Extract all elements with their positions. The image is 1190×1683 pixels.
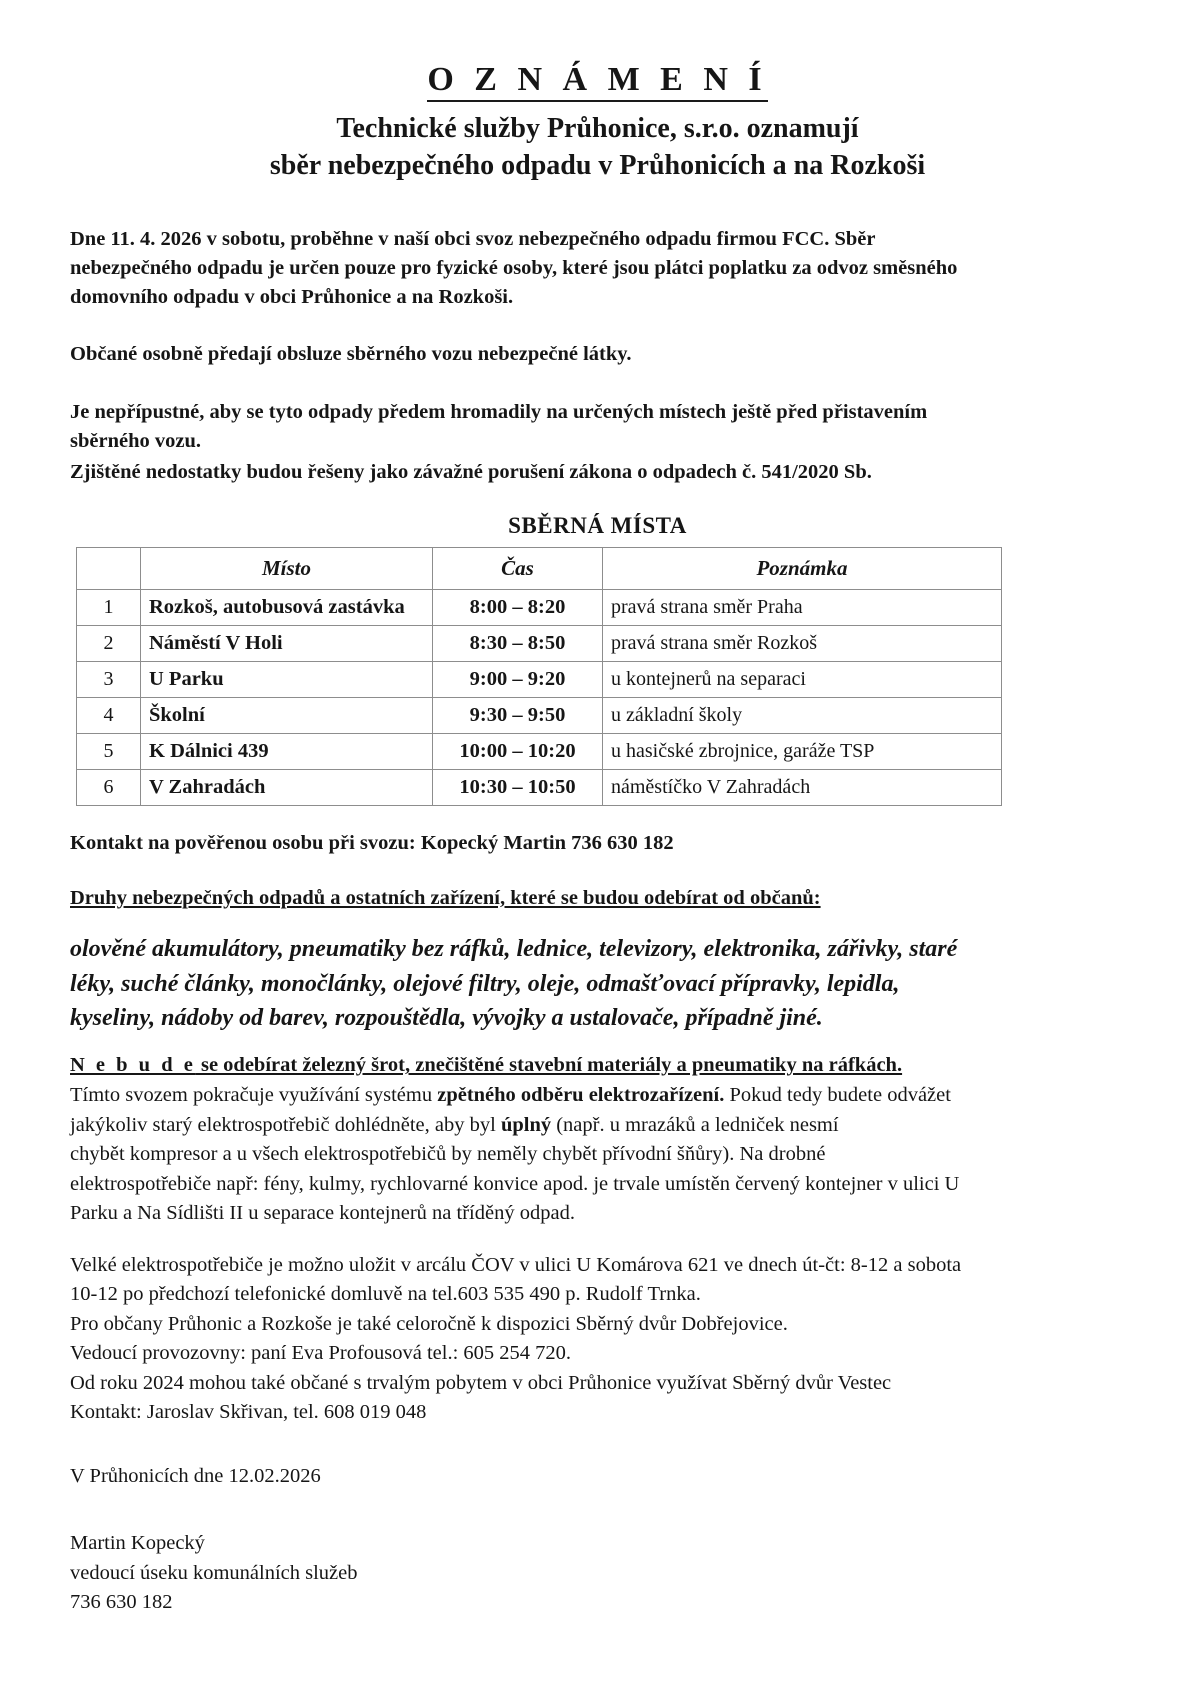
large-line-1: Velké elektrospotřebiče je možno uložit v arcálu ČOV v ulici U Komárova 621 ve dnech út-čt: 8-12 a sobota bbox=[70, 1253, 962, 1276]
excluded-rest: se odebírat železný šrot, znečištěné stavební materiály a pneumatiky na ráfkách. bbox=[195, 1054, 903, 1077]
cell-note: pravá strana směr Rozkoš bbox=[603, 625, 1002, 661]
table-header-row bbox=[77, 547, 1002, 589]
large-line-6: Kontakt: Jaroslav Skřivan, tel. 608 019 048 bbox=[70, 1401, 427, 1424]
large-appliances-paragraph bbox=[70, 1251, 1125, 1428]
electro-line-4: elektrospotřebiče např: fény, kulmy, rychlovarné konvice apod. je trvale umístěn červený kontejner v ulici U bbox=[70, 1172, 960, 1195]
cell-note: náměstíčko V Zahradách bbox=[603, 769, 1002, 805]
table-caption: SBĚRNÁ MÍSTA bbox=[508, 512, 687, 538]
electro-line-1c: Pokud tedy budete odvážet bbox=[724, 1084, 951, 1107]
electro-line-1 bbox=[70, 1081, 1125, 1111]
document-content bbox=[70, 60, 1125, 1618]
cell-number: 5 bbox=[77, 733, 141, 769]
notice-prohibited-line-2: sběrného vozu. bbox=[70, 429, 201, 452]
intro-paragraph bbox=[70, 225, 1125, 312]
large-line-4: Vedoucí provozovny: paní Eva Profousová tel.: 605 254 720. bbox=[70, 1342, 572, 1365]
cell-time: 9:30 – 9:50 bbox=[433, 697, 603, 733]
place-and-date: V Průhonicích dne 12.02.2026 bbox=[70, 1464, 321, 1487]
cell-note: u základní školy bbox=[603, 697, 1002, 733]
notice-prohibited bbox=[70, 398, 1125, 456]
table-row bbox=[77, 697, 1002, 733]
table-head bbox=[77, 547, 1002, 589]
cell-number: 3 bbox=[77, 661, 141, 697]
cell-note: u kontejnerů na separaci bbox=[603, 661, 1002, 697]
cell-place: Náměstí V Holi bbox=[141, 625, 433, 661]
table-row bbox=[77, 733, 1002, 769]
electro-line-2c: (např. u mrazáků a ledniček nesmí bbox=[551, 1113, 839, 1136]
table-row bbox=[77, 589, 1002, 625]
cell-place: U Parku bbox=[141, 661, 433, 697]
cell-time: 8:00 – 8:20 bbox=[433, 589, 603, 625]
waste-types-heading: Druhy nebezpečných odpadů a ostatních zařízení, které se budou odebírat od občanů: bbox=[70, 886, 821, 909]
cell-note: pravá strana směr Praha bbox=[603, 589, 1002, 625]
electro-line-3: chybět kompresor a u všech elektrospotřebičů by neměly chybět přívodní šňůry). Na drobné bbox=[70, 1143, 826, 1166]
electro-paragraph bbox=[70, 1081, 1125, 1229]
waste-line-2: léky, suché články, monočlánky, olejové filtry, oleje, odmašťovací přípravky, lepidla, bbox=[70, 970, 900, 997]
document-title-text: O Z N Á M E N Í bbox=[427, 61, 767, 102]
waste-types-list bbox=[70, 932, 1125, 1036]
notice-prohibited-line-1: Je nepřípustné, aby se tyto odpady předem hromadily na určených místech ještě před přistavením bbox=[70, 400, 928, 423]
waste-line-1: olověné akumulátory, pneumatiky bez ráfků, lednice, televizory, elektronika, zářivky, staré bbox=[70, 935, 958, 962]
table-body bbox=[77, 589, 1002, 805]
intro-line-1: Dne 11. 4. 2026 v sobotu, proběhne v naší obci svoz nebezpečného odpadu firmou FCC. Sběr bbox=[70, 228, 876, 251]
cell-number: 2 bbox=[77, 625, 141, 661]
large-line-3: Pro občany Průhonic a Rozkoše je také celoročně k dispozici Sběrný dvůr Dobřejovice. bbox=[70, 1312, 788, 1335]
cell-time: 10:00 – 10:20 bbox=[433, 733, 603, 769]
electro-line-5: Parku a Na Sídlišti II u separace kontejnerů na tříděný odpad. bbox=[70, 1202, 575, 1225]
table-row bbox=[77, 625, 1002, 661]
notice-handover-line: Občané osobně předají obsluze sběrného vozu nebezpečné látky. bbox=[70, 343, 632, 366]
intro-line-2: nebezpečného odpadu je určen pouze pro fyzické osoby, které jsou plátci poplatku za odvoz směsného bbox=[70, 257, 958, 280]
cell-time: 9:00 – 9:20 bbox=[433, 661, 603, 697]
cell-number: 4 bbox=[77, 697, 141, 733]
document-title bbox=[70, 60, 1125, 99]
cell-note: u hasičské zbrojnice, garáže TSP bbox=[603, 733, 1002, 769]
collection-points-table bbox=[76, 547, 1002, 806]
document-subtitle-company: Technické služby Průhonice, s.r.o. oznamují bbox=[336, 113, 859, 145]
intro-line-3: domovního odpadu v obci Průhonice a na Rozkoši. bbox=[70, 286, 514, 309]
column-header-place: Místo bbox=[141, 547, 433, 589]
electro-line-1a: Tímto svozem pokračuje využívání systému bbox=[70, 1084, 438, 1107]
notice-violation-line: Zjištěné nedostatky budou řešeny jako závažné porušení zákona o odpadech č. 541/2020 Sb. bbox=[70, 460, 872, 483]
column-header-time: Čas bbox=[433, 547, 603, 589]
notice-violation bbox=[70, 458, 1125, 487]
cell-number: 6 bbox=[77, 769, 141, 805]
contact-person-line: Kontakt na pověřenou osobu při svozu: Kopecký Martin 736 630 182 bbox=[70, 831, 674, 854]
signature-name: Martin Kopecký bbox=[70, 1532, 205, 1555]
column-header-number bbox=[77, 547, 141, 589]
large-line-5: Od roku 2024 mohou také občané s trvalým pobytem v obci Průhonice využívat Sběrný dvůr Vestec bbox=[70, 1371, 892, 1394]
cell-place: Rozkoš, autobusová zastávka bbox=[141, 589, 433, 625]
electro-line-1b: zpětného odběru elektrozařízení. bbox=[437, 1084, 725, 1107]
cell-number: 1 bbox=[77, 589, 141, 625]
electro-line-2 bbox=[70, 1111, 1125, 1141]
signature-block bbox=[70, 1529, 1125, 1618]
waste-line-3: kyseliny, nádoby od barev, rozpouštědla, vývojky a ustalovače, případně jiné. bbox=[70, 1005, 823, 1032]
table-row bbox=[77, 769, 1002, 805]
electro-line-2a: jakýkoliv starý elektrospotřebič dohlédněte, aby byl bbox=[70, 1113, 501, 1136]
electro-line-2b: úplný bbox=[500, 1113, 552, 1136]
excluded-prefix: N e b u d e bbox=[70, 1054, 196, 1077]
excluded-items-line bbox=[70, 1054, 1125, 1077]
cell-place: Školní bbox=[141, 697, 433, 733]
column-header-note: Poznámka bbox=[603, 547, 1002, 589]
cell-place: K Dálnici 439 bbox=[141, 733, 433, 769]
large-line-2: 10-12 po předchozí telefonické domluvě na tel.603 535 490 p. Rudolf Trnka. bbox=[70, 1283, 701, 1306]
cell-time: 8:30 – 8:50 bbox=[433, 625, 603, 661]
cell-place: V Zahradách bbox=[141, 769, 433, 805]
signature-role: vedoucí úseku komunálních služeb bbox=[70, 1561, 358, 1584]
signature-phone: 736 630 182 bbox=[70, 1591, 173, 1614]
cell-time: 10:30 – 10:50 bbox=[433, 769, 603, 805]
document-subtitle-purpose: sběr nebezpečného odpadu v Průhonicích a na Rozkoši bbox=[269, 150, 926, 182]
notice-handover bbox=[70, 340, 1125, 369]
table-row bbox=[77, 661, 1002, 697]
